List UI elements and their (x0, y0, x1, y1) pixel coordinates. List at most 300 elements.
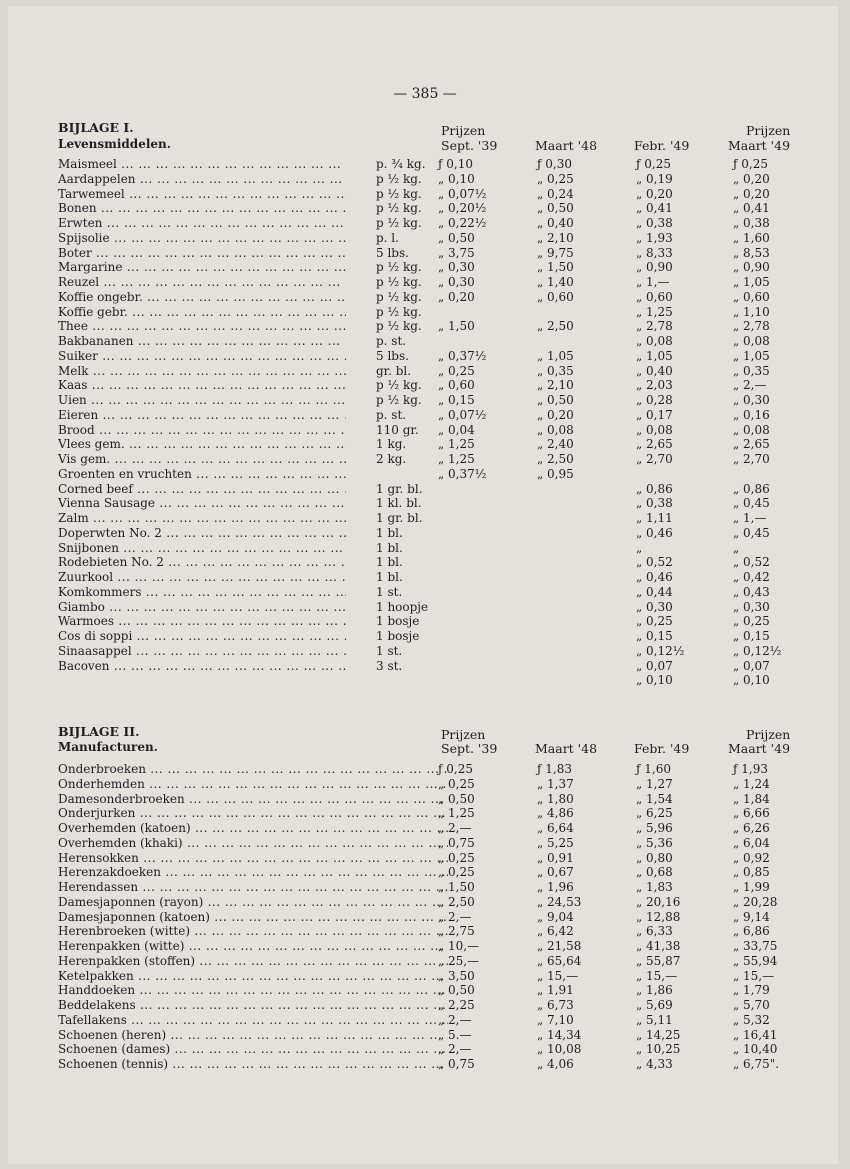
header-febr49: Febr. '49 (634, 138, 690, 153)
item-name: Vlees gem. ... . (58, 437, 346, 452)
item-name: Eieren ... . (58, 408, 346, 423)
item-name: Damesonderbroeken ... . (58, 792, 448, 807)
price-febr49: „ 5,96 (636, 821, 673, 835)
table-row (0, 187, 850, 202)
price-maart48: „ 1,50 (537, 260, 574, 275)
table-row (0, 910, 850, 925)
table-row (0, 939, 850, 954)
table-row (0, 895, 850, 910)
price-maart49: „ 0,16 (733, 407, 770, 422)
price-maart49: „ 2,65 (733, 437, 770, 452)
price-sept39: „ 10,— (438, 939, 480, 953)
table-row (0, 378, 850, 393)
item-name: Corned beef ... . (58, 482, 346, 497)
section-title: BIJLAGE II. (58, 724, 140, 739)
item-name: Damesjaponnen (rayon) ... . (58, 895, 448, 910)
price-maart49: „ 0,90 (733, 260, 770, 275)
header-sept39: Sept. '39 (441, 741, 498, 756)
table-row (0, 600, 850, 615)
table-row (0, 246, 850, 261)
section-title: BIJLAGE I. (58, 120, 134, 135)
unit-cell: gr. bl. (376, 363, 412, 378)
price-maart48: „ 1,05 (537, 348, 574, 363)
unit-cell: 1 bosje (376, 614, 420, 629)
header-prijzen: Prijzen (441, 123, 486, 138)
price-febr49: „ 8,33 (636, 245, 673, 260)
unit-cell: p ½ kg. (376, 216, 422, 230)
item-name: Koffie gebr. ... . (58, 305, 346, 320)
table-row (0, 865, 850, 880)
price-febr49: „ 0,68 (636, 865, 673, 880)
unit-cell: p ½ kg. (376, 289, 422, 304)
price-maart48: „ 0,50 (537, 201, 574, 216)
item-name: Groenten en vruchten ... . (58, 467, 346, 482)
table-row (0, 231, 850, 246)
price-maart49: „ 1,79 (733, 983, 770, 998)
item-name: Cos di soppi ... . (58, 629, 346, 644)
price-febr49: „ 1,27 (636, 776, 673, 791)
unit-cell: 1 bl. (376, 555, 403, 570)
price-maart49: „ 1,24 (733, 776, 770, 791)
price-maart49: „ 0,20 (733, 186, 770, 201)
price-sept39: „ 3,50 (438, 968, 475, 983)
item-name: Snijbonen ... . (58, 541, 346, 556)
price-maart49: „ 1,05 (733, 275, 770, 289)
unit-cell: p. l. (376, 230, 399, 245)
price-maart49: „ 2,78 (733, 319, 770, 334)
price-sept39: „ 1,50 (438, 880, 475, 894)
item-name: Komkommers ... . (58, 585, 346, 600)
price-maart49: „ 0,85 (733, 865, 770, 880)
price-febr49: „ 10,25 (636, 1042, 681, 1057)
item-name: Herenbroeken (witte) ... . (58, 924, 448, 939)
table-row (0, 364, 850, 379)
price-maart48: „ 2,10 (537, 378, 574, 393)
price-sept39: „ 0,50 (438, 791, 475, 806)
price-maart48: „ 1,91 (537, 983, 574, 998)
price-maart48: ƒ 0,30 (537, 157, 572, 171)
price-maart49: „ 0,43 (733, 584, 770, 599)
price-sept39: „ 3,75 (438, 245, 475, 260)
price-maart48: „ 10,08 (537, 1042, 582, 1057)
unit-cell: p. ¾ kg. (376, 157, 426, 171)
price-maart49: „ 20,28 (733, 894, 778, 909)
price-maart49: „ 6,26 (733, 821, 770, 835)
price-maart48: „ 1,96 (537, 880, 574, 894)
price-sept39: „ 1,50 (438, 319, 475, 334)
table-row (0, 851, 850, 866)
price-maart48: „ 14,34 (537, 1027, 582, 1042)
item-name: Spijsolie ... . (58, 231, 346, 246)
table-row (0, 792, 850, 807)
unit-cell: p ½ kg. (376, 186, 422, 201)
unit-cell: p ½ kg. (376, 275, 422, 289)
price-maart49: „ 0,12½ (733, 643, 782, 658)
price-sept39: „ 0,15 (438, 393, 475, 407)
price-febr49: „ 1,— (636, 275, 670, 289)
price-maart49: „ 6,75". (733, 1057, 780, 1071)
table-row (0, 408, 850, 423)
price-febr49: „ 0,25 (636, 614, 673, 629)
header-prijzen: Prijzen (441, 727, 486, 742)
item-name: Suiker ... . (58, 349, 346, 364)
item-name: Onderhemden ... . (58, 777, 448, 792)
price-sept39: ƒ 0,10 (438, 157, 473, 171)
price-maart48: „ 15,— (537, 968, 579, 983)
price-sept39: „ 0,37½ (438, 348, 487, 363)
price-febr49: „ 41,38 (636, 939, 681, 953)
price-maart49: „ 9,14 (733, 909, 770, 924)
item-name: Melk ... . (58, 364, 346, 379)
price-sept39: „ 0,25 (438, 850, 475, 865)
price-maart48: „ 21,58 (537, 939, 582, 953)
price-maart49: „ 5,32 (733, 1012, 770, 1027)
price-febr49: „ 12,88 (636, 909, 681, 924)
item-name: Doperwten No. 2 ... . (58, 526, 346, 541)
unit-cell: 1 gr. bl. (376, 481, 423, 496)
table-row (0, 1042, 850, 1057)
unit-cell: 1 bl. (376, 525, 403, 540)
unit-cell: p ½ kg. (376, 319, 422, 334)
table-row (0, 260, 850, 275)
item-name: Zuurkool ... . (58, 570, 346, 585)
item-name: Schoenen (dames) ... . (58, 1042, 448, 1057)
price-febr49: „ 0,44 (636, 584, 673, 599)
table-row (0, 659, 850, 674)
price-maart49: „ 16,41 (733, 1027, 778, 1042)
unit-cell: 5 lbs. (376, 245, 409, 260)
price-maart48: „ 0,20 (537, 407, 574, 422)
table-row (0, 644, 850, 659)
price-maart49: „ 10,40 (733, 1042, 778, 1057)
price-febr49: „ 0,19 (636, 171, 673, 186)
section-subtitle: Manufacturen. (58, 740, 158, 754)
price-maart49: „ 0,45 (733, 525, 770, 540)
price-febr49: „ 20,16 (636, 894, 681, 909)
header-sept39: Sept. '39 (441, 138, 498, 153)
price-febr49: „ 6,33 (636, 924, 673, 939)
unit-cell: p ½ kg. (376, 304, 422, 319)
price-maart49: „ 0,30 (733, 599, 770, 614)
price-maart49: ƒ 1,93 (733, 762, 768, 776)
price-maart49: ƒ 0,25 (733, 157, 768, 171)
price-maart48: „ 0,35 (537, 363, 574, 378)
price-maart48: „ 0,91 (537, 850, 574, 865)
item-name: Erwten ... . (58, 216, 346, 231)
price-maart48: „ 6,73 (537, 998, 574, 1012)
price-febr49: „ 2,65 (636, 437, 673, 452)
price-febr49: „ 15,— (636, 968, 678, 983)
price-febr49: „ 55,87 (636, 953, 681, 968)
price-sept39: „ 0,04 (438, 422, 475, 437)
price-maart49: „ 0,08 (733, 422, 770, 437)
table-row (0, 511, 850, 526)
price-febr49: „ 1,83 (636, 880, 673, 894)
price-sept39: „ 0,30 (438, 260, 475, 275)
price-maart49: „ 0,92 (733, 850, 770, 865)
price-sept39: „ 0,60 (438, 378, 475, 393)
price-febr49: „ 5,36 (636, 835, 673, 850)
price-sept39: „ 0,75 (438, 1057, 475, 1071)
section-subtitle: Levensmiddelen. (58, 137, 171, 151)
header-prijzen-2: Prijzen (746, 123, 791, 138)
item-name: Herenpakken (witte) ... . (58, 939, 448, 954)
item-name: Bonen ... . (58, 201, 346, 216)
price-febr49: „ 1,05 (636, 348, 673, 363)
header-prijzen-2: Prijzen (746, 727, 791, 742)
price-maart48: „ 5,25 (537, 835, 574, 850)
item-name: Giambo ... . (58, 600, 346, 615)
price-maart49: „ 0,25 (733, 614, 770, 629)
price-febr49: „ 0,52 (636, 555, 673, 570)
price-sept39: „ 0,20 (438, 289, 475, 304)
price-sept39: „ 0,10 (438, 171, 475, 186)
price-maart49: „ 0,35 (733, 363, 770, 378)
price-maart48: „ 2,50 (537, 319, 574, 334)
item-name: Boter ... . (58, 246, 346, 261)
price-maart49: „ 0,10 (733, 673, 770, 688)
item-name: Overhemden (katoen) ... . (58, 821, 448, 836)
price-maart48: „ 65,64 (537, 953, 582, 968)
table-row (0, 216, 850, 231)
price-maart49: „ 5,70 (733, 998, 770, 1012)
table-row (0, 290, 850, 305)
price-febr49: „ 5,69 (636, 998, 673, 1012)
price-sept39: „ 0,25 (438, 776, 475, 791)
page-number: — 385 — (393, 86, 457, 102)
item-name: Uien ... . (58, 393, 346, 408)
item-name: Maismeel ... . (58, 157, 346, 172)
price-maart49: „ 33,75 (733, 939, 778, 953)
table-row (0, 673, 850, 688)
price-febr49: „ 0,07 (636, 658, 673, 673)
price-sept39: „ 1,25 (438, 452, 475, 466)
price-febr49: „ 0,90 (636, 260, 673, 275)
price-maart48: „ 0,60 (537, 289, 574, 304)
unit-cell: 1 kg. (376, 437, 407, 452)
header-maart48: Maart '48 (535, 138, 598, 153)
price-maart49: „ 0,07 (733, 658, 770, 673)
header-febr49: Febr. '49 (634, 741, 690, 756)
price-maart49: „ 6,04 (733, 835, 770, 850)
table-row (0, 762, 850, 777)
price-febr49: „ 0,12½ (636, 643, 685, 658)
price-sept39: „ 0,07½ (438, 407, 487, 422)
price-maart48: „ 7,10 (537, 1012, 574, 1027)
item-name: Herenpakken (stoffen) ... . (58, 954, 448, 969)
price-maart49: „ 15,— (733, 968, 775, 983)
item-name: Thee ... . (58, 319, 346, 334)
price-febr49: „ 0,60 (636, 289, 673, 304)
table-row (0, 983, 850, 998)
price-maart49: „ 0,15 (733, 629, 770, 643)
price-sept39: „ 2,— (438, 821, 472, 835)
table-row (0, 836, 850, 851)
price-febr49: „ 0,46 (636, 525, 673, 540)
unit-cell: p. st. (376, 407, 407, 422)
price-maart49: „ 0,08 (733, 334, 770, 348)
price-maart49: „ 1,84 (733, 791, 770, 806)
price-sept39: „ 0,25 (438, 363, 475, 378)
unit-cell: 1 st. (376, 643, 403, 658)
price-maart48: „ 2,10 (537, 230, 574, 245)
item-name: Bakbananen ... . (58, 334, 346, 349)
price-maart49: „ 55,94 (733, 953, 778, 968)
unit-cell: 2 kg. (376, 452, 407, 466)
price-febr49: „ 0,28 (636, 393, 673, 407)
table-row (0, 496, 850, 511)
unit-cell: p ½ kg. (376, 171, 422, 186)
price-febr49: „ 0,38 (636, 496, 673, 511)
price-febr49: „ 0,46 (636, 570, 673, 584)
price-sept39: ƒ 0,25 (438, 762, 473, 776)
table-row (0, 614, 850, 629)
price-febr49: „ 0,30 (636, 599, 673, 614)
price-maart48: „ 6,64 (537, 821, 574, 835)
table-row (0, 924, 850, 939)
unit-cell: p ½ kg. (376, 260, 422, 275)
item-name: Sinaasappel ... . (58, 644, 346, 659)
item-name: Rodebieten No. 2 ... . (58, 555, 346, 570)
price-maart48: „ 4,06 (537, 1057, 574, 1071)
price-febr49: „ 2,03 (636, 378, 673, 393)
price-sept39: „ 0,50 (438, 983, 475, 998)
table-row (0, 821, 850, 836)
price-maart49: „ 2,70 (733, 452, 770, 466)
price-maart48: „ 1,80 (537, 791, 574, 806)
table-row (0, 1013, 850, 1028)
price-sept39: „ 2,— (438, 909, 472, 924)
item-name: Brood ... . (58, 423, 346, 438)
price-maart48: ƒ 1,83 (537, 762, 572, 776)
table-row (0, 555, 850, 570)
price-maart49: „ (733, 540, 740, 555)
price-maart49: „ 0,52 (733, 555, 770, 570)
unit-cell: 1 bl. (376, 540, 403, 555)
table-row (0, 1057, 850, 1072)
price-maart49: „ 0,60 (733, 289, 770, 304)
table-row (0, 585, 850, 600)
price-febr49: „ 1,25 (636, 304, 673, 319)
item-name: Handdoeken ... . (58, 983, 448, 998)
price-sept39: „ 0,50 (438, 230, 475, 245)
price-febr49: „ 2,78 (636, 319, 673, 334)
price-sept39: „ 0,22½ (438, 216, 487, 230)
item-name: Margarine ... . (58, 260, 346, 275)
price-febr49: „ 0,38 (636, 216, 673, 230)
price-maart49: „ 0,42 (733, 570, 770, 584)
price-maart48: „ 1,37 (537, 776, 574, 791)
header-maart49: Maart '49 (728, 138, 791, 153)
unit-cell: p. st. (376, 334, 407, 348)
item-name: Tafellakens ... . (58, 1013, 448, 1028)
table-row (0, 349, 850, 364)
table-row (0, 969, 850, 984)
price-maart49: „ 6,86 (733, 924, 770, 939)
price-maart49: „ 1,99 (733, 880, 770, 894)
price-maart48: „ 0,25 (537, 171, 574, 186)
item-name: Zalm ... . (58, 511, 346, 526)
unit-cell: 1 bosje (376, 629, 420, 643)
item-name: Herensokken ... . (58, 851, 448, 866)
price-maart49: „ 6,66 (733, 806, 770, 821)
item-name: Vienna Sausage ... . (58, 496, 346, 511)
item-name: Schoenen (heren) ... . (58, 1028, 448, 1043)
item-name: Herenzakdoeken ... . (58, 865, 448, 880)
table-row (0, 880, 850, 895)
header-maart48: Maart '48 (535, 741, 598, 756)
price-sept39: „ 0,30 (438, 275, 475, 289)
table-row (0, 393, 850, 408)
price-febr49: „ 0,20 (636, 186, 673, 201)
table-row (0, 1028, 850, 1043)
price-febr49: „ 0,15 (636, 629, 673, 643)
price-maart49: „ 0,38 (733, 216, 770, 230)
table-row (0, 954, 850, 969)
price-febr49: „ 0,86 (636, 481, 673, 496)
table-row (0, 629, 850, 644)
item-name: Vis gem. ... . (58, 452, 346, 467)
price-febr49: „ 0,41 (636, 201, 673, 216)
price-maart49: „ 0,20 (733, 171, 770, 186)
unit-cell: 1 gr. bl. (376, 511, 423, 525)
table-row (0, 482, 850, 497)
price-febr49: „ 14,25 (636, 1027, 681, 1042)
price-maart48: „ 0,67 (537, 865, 574, 880)
item-name: Beddelakens ... . (58, 998, 448, 1013)
price-febr49: „ 0,80 (636, 850, 673, 865)
price-maart48: „ 2,50 (537, 452, 574, 466)
unit-cell: 3 st. (376, 658, 403, 673)
price-maart48: „ 9,75 (537, 245, 574, 260)
price-sept39: „ 25,— (438, 953, 480, 968)
price-febr49: „ 4,33 (636, 1057, 673, 1071)
price-sept39: „ 2,— (438, 1042, 472, 1057)
price-maart49: „ 0,30 (733, 393, 770, 407)
item-name: Bacoven ... . (58, 659, 346, 674)
item-name: Herendassen ... . (58, 880, 448, 895)
price-maart49: „ 0,41 (733, 201, 770, 216)
price-maart48: „ 0,95 (537, 466, 574, 481)
price-maart49: „ 0,86 (733, 481, 770, 496)
price-maart49: „ 1,10 (733, 304, 770, 319)
price-maart48: „ 1,40 (537, 275, 574, 289)
price-maart48: „ 6,42 (537, 924, 574, 939)
price-febr49: „ 5,11 (636, 1012, 673, 1027)
price-maart49: „ 8,53 (733, 245, 770, 260)
price-febr49: „ (636, 540, 643, 555)
table-row (0, 541, 850, 556)
price-sept39: „ 1,25 (438, 806, 475, 821)
price-febr49: „ 0,10 (636, 673, 673, 688)
item-name: Damesjaponnen (katoen) ... . (58, 910, 448, 925)
price-sept39: „ 2,50 (438, 894, 475, 909)
item-name: Tarwemeel ... . (58, 187, 346, 202)
price-sept39: „ 0,25 (438, 865, 475, 880)
table-row (0, 806, 850, 821)
price-maart49: „ 0,45 (733, 496, 770, 511)
price-sept39: „ 0,07½ (438, 186, 487, 201)
unit-cell: 1 st. (376, 584, 403, 599)
item-name: Overhemden (khaki) ... . (58, 836, 448, 851)
unit-cell: p ½ kg. (376, 201, 422, 216)
unit-cell: 5 lbs. (376, 348, 409, 363)
price-sept39: „ 0,75 (438, 835, 475, 850)
price-febr49: „ 0,08 (636, 422, 673, 437)
item-name: Ketelpakken ... . (58, 969, 448, 984)
table-row (0, 172, 850, 187)
item-name: Schoenen (tennis) ... . (58, 1057, 448, 1072)
